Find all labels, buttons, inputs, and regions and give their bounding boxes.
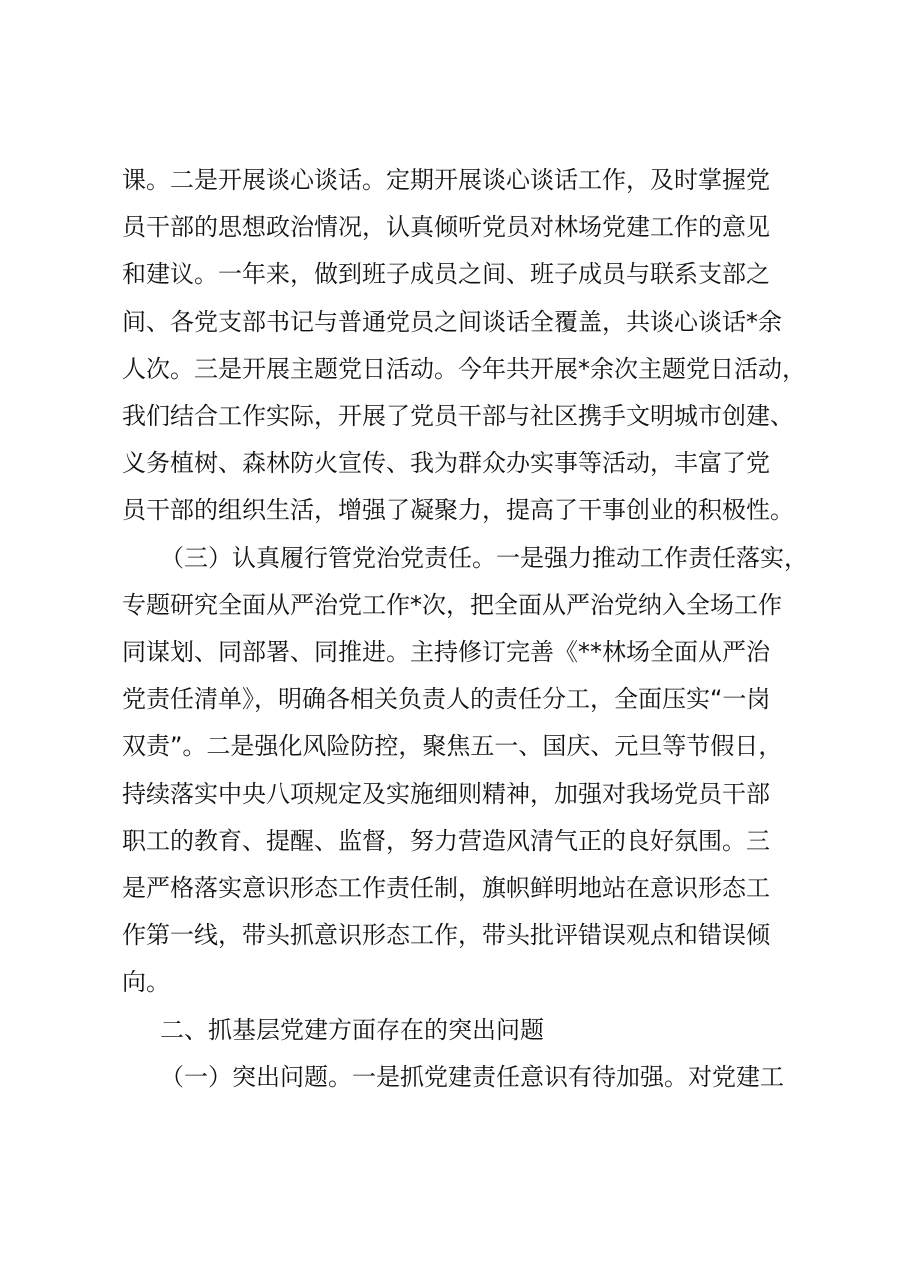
paragraph-line: 职工的教育、提醒、监督，努力营造风清气正的良好氛围。三 — [122, 827, 770, 855]
paragraph-line: 双责”。二是强化风险防控，聚焦五一、国庆、元旦等节假日， — [122, 732, 783, 760]
paragraph-line: 作第一线，带头抓意识形态工作，带头批评错误观点和错误倾 — [122, 921, 770, 949]
paragraph-line: 是严格落实意识形态工作责任制，旗帜鲜明地站在意识形态工 — [122, 874, 770, 902]
paragraph-line: 持续落实中央八项规定及实施细则精神，加强对我场党员干部 — [122, 780, 770, 808]
paragraph-line: 义务植树、森林防火宣传、我为群众办实事等活动，丰富了党 — [122, 449, 770, 477]
paragraph-line: 人次。三是开展主题党日活动。今年共开展*余次主题党日活动， — [122, 355, 806, 383]
paragraph-line: 我们结合工作实际，开展了党员干部与社区携手文明城市创建、 — [122, 402, 794, 430]
section-heading-line: 二、抓基层党建方面存在的突出问题 — [160, 1016, 544, 1044]
paragraph-line: 同谋划、同部署、同推进。主持修订完善《**林场全面从严治 — [122, 638, 770, 666]
paragraph-line: 和建议。一年来，做到班子成员之间、班子成员与联系支部之 — [122, 260, 770, 288]
paragraph-line: 员干部的组织生活，增强了凝聚力，提高了干事创业的积极性。 — [122, 496, 794, 524]
paragraph-line: 员干部的思想政治情况，认真倾听党员对林场党建工作的意见 — [122, 213, 770, 241]
paragraph-line: 党责任清单》，明确各相关负责人的责任分工，全面压实“一岗 — [122, 685, 771, 713]
paragraph-line: （一）突出问题。一是抓党建责任意识有待加强。对党建工 — [160, 1063, 784, 1091]
paragraph-line: 专题研究全面从严治党工作*次，把全面从严治党纳入全场工作 — [122, 591, 782, 619]
paragraph-line: 间、各党支部书记与普通党员之间谈话全覆盖，共谈心谈话*余 — [122, 308, 782, 336]
section-heading-line: （三）认真履行管党治党责任。一是强力推动工作责任落实， — [160, 544, 808, 572]
paragraph-line: 向。 — [122, 968, 170, 996]
paragraph-line: 课。二是开展谈心谈话。定期开展谈心谈话工作，及时掌握党 — [122, 166, 770, 194]
